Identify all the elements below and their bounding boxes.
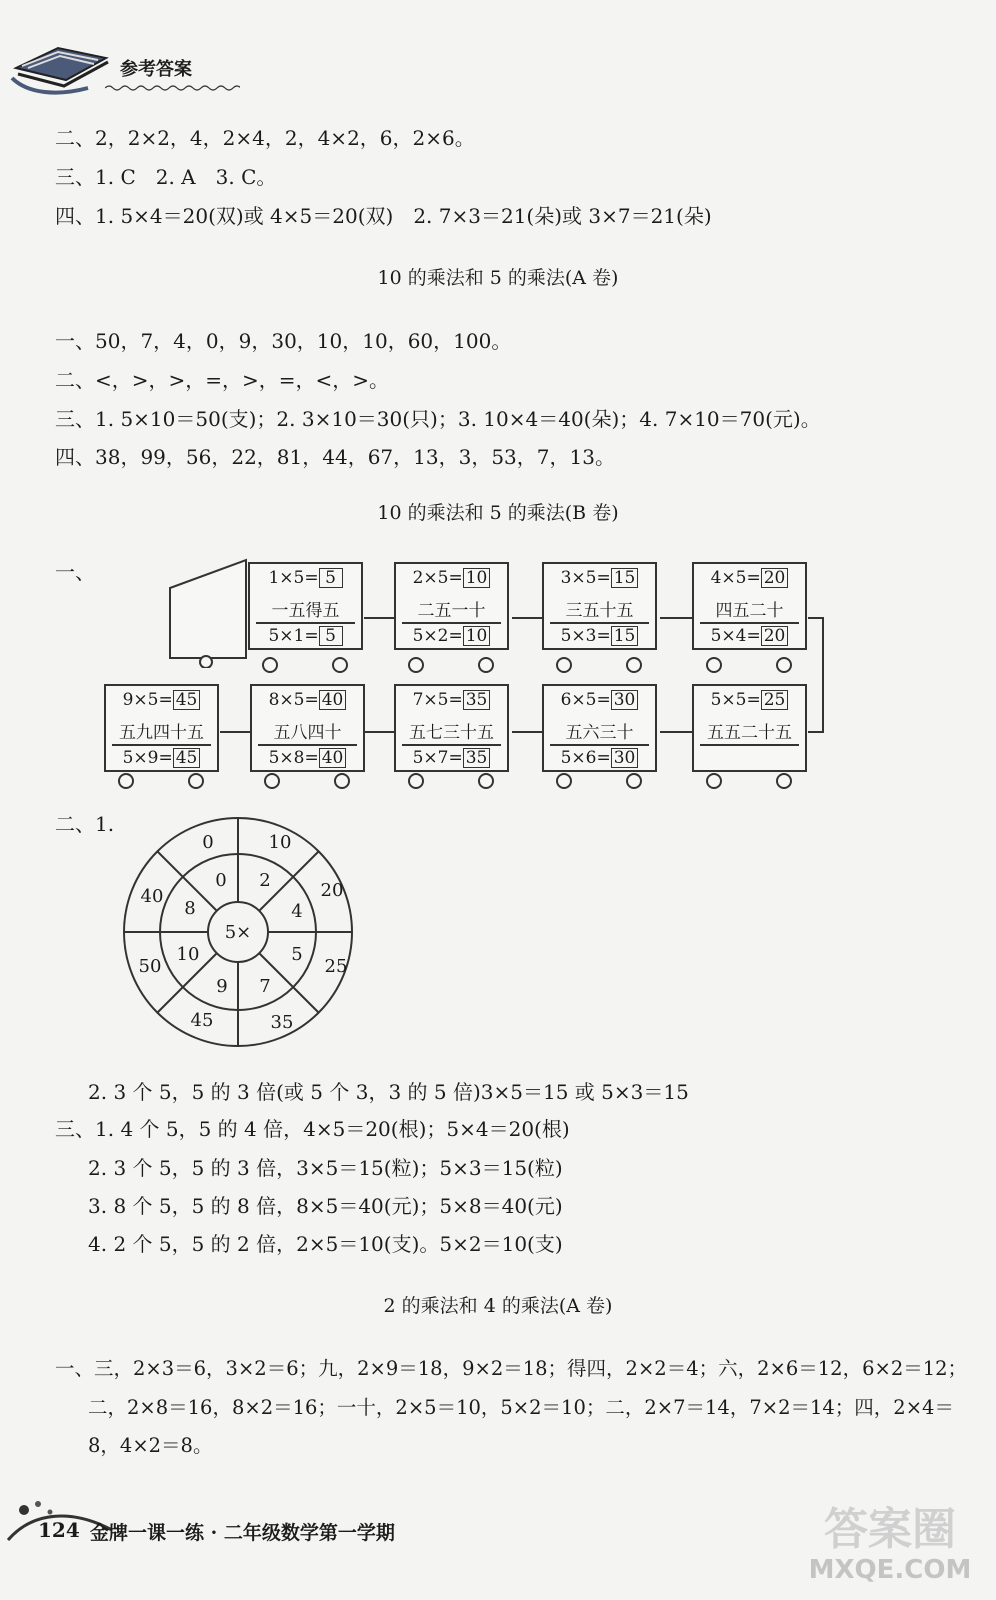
wheel [706, 657, 722, 673]
answer-box: 45 [173, 690, 201, 710]
train-car [394, 684, 509, 772]
answer-line: 二，2×8＝16，8×2＝16；一十，2×5＝10，5×2＝10；二，2×7＝14，7×2＝14；四，2×4＝ [88, 1396, 954, 1419]
answer-box: 25 [761, 690, 789, 710]
wheel-outer: 50 [138, 956, 162, 977]
wheel-inner: 0 [215, 870, 227, 891]
answer-line: 二、<，>，>，=，>，=，<，>。 [55, 368, 390, 392]
wheel-inner: 9 [216, 976, 228, 997]
header-title: 参考答案 [120, 59, 192, 80]
wheel [262, 657, 278, 673]
wheel [408, 657, 424, 673]
answer-line: 四、38，99，56，22，81，44，67，13，3，53，7，13。 [55, 445, 615, 469]
wheel [188, 773, 204, 789]
answer-line: 2. 3 个 5，5 的 3 倍(或 5 个 3，3 的 5 倍)3×5＝15 或 5×3＝15 [88, 1080, 689, 1104]
wheel-outer: 10 [268, 832, 292, 853]
book-logo-icon [8, 28, 112, 98]
equation: 8×5= [268, 690, 319, 710]
train-car [104, 684, 219, 772]
multiplication-rhyme: 五五二十五 [707, 723, 792, 743]
multiplication-rhyme: 五七三十五 [409, 723, 494, 743]
multiplication-rhyme: 一五得五 [271, 601, 340, 621]
book-title: 金牌一课一练 · 二年级数学第一学期 [90, 1522, 395, 1544]
answer-box: 5 [319, 626, 343, 646]
wheel-outer: 35 [270, 1012, 294, 1033]
answer-line: 三、1. 5×10＝50(支)；2. 3×10＝30(只)；3. 10×4＝40(朵)；4. 7×10＝70(元)。 [55, 407, 821, 431]
multiplication-rhyme: 五八四十 [273, 723, 342, 743]
answer-box: 20 [761, 626, 789, 646]
answer-line: 3. 8 个 5，5 的 8 倍，8×5＝40(元)；5×8＝40(元) [88, 1194, 563, 1218]
answer-line: 一、50，7，4，0，9，30，10，10，60，100。 [55, 329, 512, 353]
answer-line: 4. 2 个 5，5 的 2 倍，2×5＝10(支)。5×2＝10(支) [88, 1232, 563, 1256]
equation: 1×5= [268, 568, 319, 588]
wheel-inner: 5 [291, 944, 303, 965]
equation: 5×6= [560, 748, 611, 768]
answer-line: 四、1. 5×4＝20(双)或 4×5＝20(双) 2. 7×3＝21(朵)或 3×7＝21(朵) [55, 204, 712, 228]
equation: 5×2= [412, 626, 463, 646]
train-coupler [364, 731, 394, 733]
train-car [542, 562, 657, 650]
wheel [776, 773, 792, 789]
question-label: 一、 [55, 560, 95, 584]
equation: 3×5= [560, 568, 611, 588]
equation: 9×5= [122, 690, 173, 710]
answer-box: 40 [319, 690, 347, 710]
answer-line: 8，4×2＝8。 [88, 1434, 213, 1457]
equation: 4×5= [710, 568, 761, 588]
answer-box: 10 [463, 626, 491, 646]
train-car [250, 684, 365, 772]
page-number: 124 [38, 1518, 80, 1542]
answer-box: 35 [463, 748, 491, 768]
wheel [478, 657, 494, 673]
equation: 5×4= [710, 626, 761, 646]
train-coupler [512, 617, 542, 619]
wheel [626, 657, 642, 673]
train-car [542, 684, 657, 772]
multiplication-rhyme: 四五二十 [715, 601, 784, 621]
wheel-inner: 4 [291, 901, 303, 922]
wheel [776, 657, 792, 673]
multiplication-wheel [120, 814, 356, 1050]
equation: 5×3= [560, 626, 611, 646]
answer-box: 30 [611, 748, 639, 768]
train-engine [168, 558, 248, 668]
section-title: 10 的乘法和 5 的乘法(B 卷) [377, 502, 619, 524]
multiplication-rhyme: 五六三十 [565, 723, 634, 743]
answer-line: 二、2，2×2，4，2×4，2，4×2，6，2×6。 [55, 126, 475, 150]
equation: 5×9= [122, 748, 173, 768]
train-car [692, 684, 807, 772]
answer-box: 30 [611, 690, 639, 710]
answer-box: 10 [463, 568, 491, 588]
train-coupler [220, 731, 250, 733]
answer-line: 2. 3 个 5，5 的 3 倍，3×5＝15(粒)；5×3＝15(粒) [88, 1156, 563, 1180]
header-underline [105, 84, 240, 92]
answer-line: 三、1. C 2. A 3. C。 [55, 165, 277, 189]
wheel-inner: 2 [259, 870, 271, 891]
watermark-logo: 答案圈 [824, 1504, 956, 1555]
question-label: 二、1. [55, 812, 115, 836]
equation: 5×5= [710, 690, 761, 710]
train-coupler [512, 731, 542, 733]
wheel-inner: 8 [184, 898, 196, 919]
wheel [334, 773, 350, 789]
wheel-outer: 20 [320, 880, 344, 901]
answer-box: 15 [611, 568, 639, 588]
wheel [556, 773, 572, 789]
answer-box: 5 [319, 568, 343, 588]
wheel-outer: 45 [190, 1010, 214, 1031]
answer-box: 35 [463, 690, 491, 710]
train-coupler [660, 617, 692, 619]
wheel-outer: 25 [324, 956, 348, 977]
equation: 5×1= [268, 626, 319, 646]
wheel [118, 773, 134, 789]
train-coupler [660, 731, 692, 733]
watermark [800, 1505, 980, 1595]
section-title: 10 的乘法和 5 的乘法(A 卷) [377, 267, 619, 289]
wheel [556, 657, 572, 673]
equation: 6×5= [560, 690, 611, 710]
section-title: 2 的乘法和 4 的乘法(A 卷) [383, 1295, 613, 1317]
wheel-center: 5× [224, 922, 252, 943]
wheel [332, 657, 348, 673]
wheel-inner: 7 [259, 976, 271, 997]
equation: 5×7= [412, 748, 463, 768]
answer-box: 40 [319, 748, 347, 768]
watermark-url: MXQE.COM [808, 1555, 972, 1585]
multiplication-rhyme: 二五一十 [417, 601, 486, 621]
wheel [706, 773, 722, 789]
train-car [248, 562, 363, 650]
answer-line: 一、三，2×3＝6，3×2＝6；九，2×9＝18，9×2＝18；得四，2×2＝4；六，2×6＝12，6×2＝12； [55, 1357, 968, 1380]
train-car [692, 562, 807, 650]
wheel [264, 773, 280, 789]
answer-box: 45 [173, 748, 201, 768]
train-coupler [364, 617, 394, 619]
answer-line: 三、1. 4 个 5，5 的 4 倍，4×5＝20(根)；5×4＝20(根) [55, 1117, 570, 1141]
equation: 2×5= [412, 568, 463, 588]
equation: 5×8= [268, 748, 319, 768]
answer-box: 20 [761, 568, 789, 588]
equation: 7×5= [412, 690, 463, 710]
wheel [626, 773, 642, 789]
train-car [394, 562, 509, 650]
train-coupler [808, 617, 824, 733]
multiplication-rhyme: 五九四十五 [119, 723, 204, 743]
answer-box: 15 [611, 626, 639, 646]
multiplication-rhyme: 三五十五 [565, 601, 634, 621]
wheel [478, 773, 494, 789]
wheel-outer: 40 [140, 886, 164, 907]
wheel-inner: 10 [176, 944, 200, 965]
wheel-outer: 0 [202, 832, 214, 853]
wheel [408, 773, 424, 789]
